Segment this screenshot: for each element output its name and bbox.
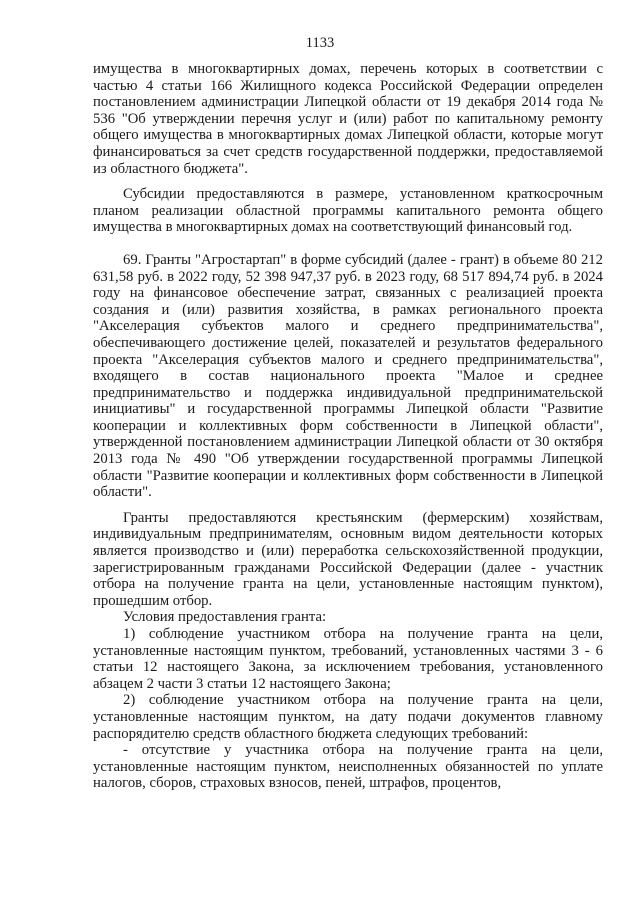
paragraph-conditions-heading: Условия предоставления гранта:	[123, 609, 327, 626]
paragraph-requirement-no-debts: - отсутствие у участника отбора на получение гранта на цели, установленные настоящим пунктом, неисполненных обязанностей по уплате налогов, сборов, страховых взносов, пеней, штрафов, процентов,	[93, 742, 603, 792]
paragraph-item-69: 69. Гранты "Агростартап" в форме субсидий (далее - грант) в объеме 80 212 631,58 руб. в 2022 году, 52 398 947,37 руб. в 2023 году, 68 517 894,74 руб. в 2024 году на финансовое обеспечение затрат, связанных с реализацией проекта создания и (или) развития хозяйства, в рамках регионального проекта "Акселерация субъектов малого и среднего предпринимательства", обеспечивающего достижение целей, показателей и результатов федерального проекта "Акселерация субъектов малого и среднего предпринимательства", входящего в состав национального проекта "Малое и среднее предпринимательство и поддержка индивидуальной предпринимательской инициативы" и государственной программы Липецкой области "Развитие кооперации и коллективных форм собственности в Липецкой области", утвержденной постановлением администрации Липецкой области от 30 октября 2013 года № 490 "Об утверждении государственной программы Липецкой области "Развитие кооперации и коллективных форм собственности в Липецкой области".	[93, 251, 603, 501]
paragraph-grant-recipients: Гранты предоставляются крестьянским (фермерским) хозяйствам, индивидуальным предпринимателям, основным видом деятельности которых является производство и (или) переработка сельскохозяйственной продукции, зарегистрированным гражданами Российской Федерации (далее - участник отбора на получение гранта на цели, установленные настоящим пунктом), прошедшим отбор.	[93, 509, 603, 609]
paragraph-condition-2: 2) соблюдение участником отбора на получение гранта на цели, установленные настоящим пунктом, на дату подачи документов главному распорядителю средств областного бюджета следующих требований:	[93, 692, 603, 742]
page-number: 1133	[305, 35, 335, 51]
document-body	[93, 61, 603, 792]
paragraph-housing-continuation: имущества в многоквартирных домах, перечень которых в соответствии с частью 4 статьи 166 Жилищного кодекса Российской Федерации определен постановлением администрации Липецкой области от 19 декабря 2014 года № 536 "Об утверждении перечня услуг и (или) работ по капитальному ремонту общего имущества в многоквартирных домах Липецкой области, которые могут финансироваться за счет средств государственной поддержки, предоставляемой из областного бюджета".	[93, 61, 603, 177]
paragraph-subsidies-amount: Субсидии предоставляются в размере, установленном краткосрочным планом реализации областной программы капитального ремонта общего имущества в многоквартирных домах на соответствующий финансовый год.	[93, 186, 603, 236]
paragraph-condition-1: 1) соблюдение участником отбора на получение гранта на цели, установленные настоящим пунктом, требований, установленных частями 3 - 6 статьи 12 настоящего Закона, за исключением требования, установленного абзацем 2 части 3 статьи 12 настоящего Закона;	[93, 626, 603, 692]
